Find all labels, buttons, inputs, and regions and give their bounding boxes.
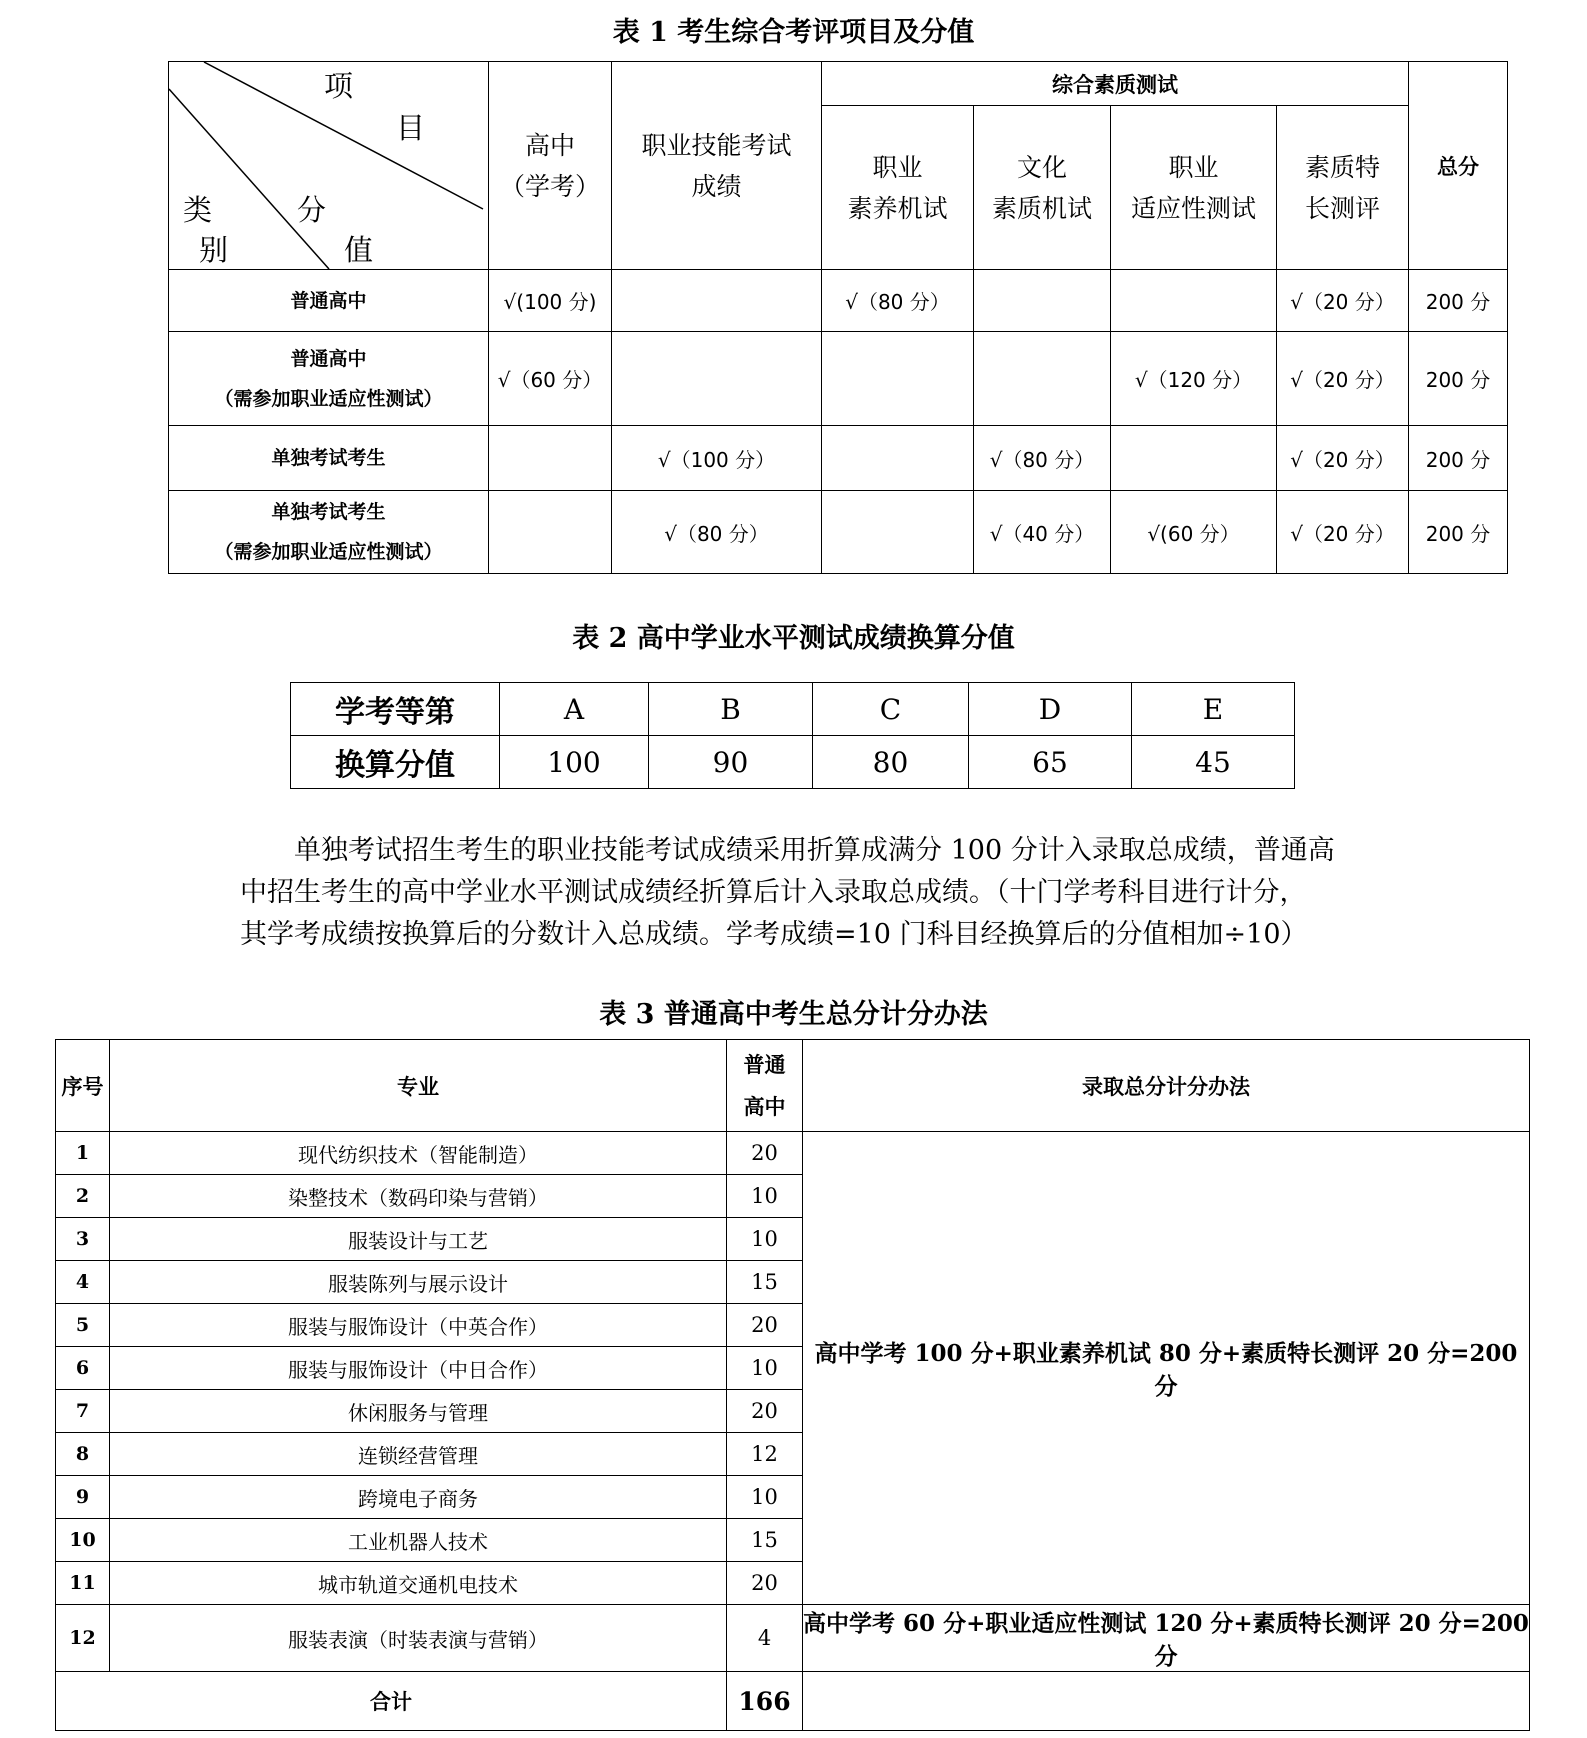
cell [489, 426, 612, 491]
cell: 200 分 [1409, 332, 1508, 426]
score-cell: 65 [969, 736, 1132, 789]
score-cell: 90 [649, 736, 813, 789]
cell: √（100 分） [612, 426, 822, 491]
score-cell: 80 [813, 736, 969, 789]
table-row: 11 城市轨道交通机电技术 20 [56, 1562, 1530, 1605]
row-category: 普通高中 （需参加职业适应性测试） [169, 332, 489, 426]
corner-label-xiang: 项 [324, 69, 354, 103]
score-cell: 100 [500, 736, 649, 789]
cell [974, 270, 1111, 332]
cell: √（60 分） [489, 332, 612, 426]
grade-cell: B [649, 683, 813, 736]
cell: √（20 分） [1277, 270, 1409, 332]
table1-caption: 表 1 考生综合考评项目及分值 [612, 17, 975, 48]
grade-cell: D [969, 683, 1132, 736]
method-merged-cell: 高中学考 100 分+职业素养机试 80 分+素质特长测评 20 分=200 分 [803, 1132, 1530, 1605]
total-label: 合计 [56, 1672, 727, 1731]
cell [974, 332, 1111, 426]
diagonal-header-cell [169, 62, 489, 270]
cell [822, 426, 974, 491]
cell: √(100 分) [489, 270, 612, 332]
cell: 200 分 [1409, 270, 1508, 332]
empty-cell [803, 1672, 1530, 1731]
corner-label-zhi: 值 [344, 233, 374, 267]
corner-label-lei: 类 [183, 193, 213, 227]
corner-label-mu: 目 [396, 111, 426, 145]
table3-caption: 表 3 普通高中考生总分计分办法 [599, 999, 988, 1030]
header-s3: 职业 适应性测试 [1111, 106, 1277, 270]
cell: √（80 分） [822, 270, 974, 332]
corner-label-fen: 分 [297, 193, 327, 227]
header-no: 序号 [56, 1040, 110, 1132]
explanation-paragraph: 单独考试招生考生的职业技能考试成绩采用折算成满分 100 分计入录取总成绩，普通高 中招生考生的高中学业水平测试成绩经折算后计入录取总成绩。（十门学考科目进行计分， 其学考成绩按换算后的分数计入总成绩。学考成绩=10 门科目经换算后的分值相加÷10） [240, 835, 1335, 950]
header-total: 总分 [1409, 62, 1508, 270]
header-method: 录取总分计分办法 [803, 1040, 1530, 1132]
table-row [169, 491, 1508, 574]
cell: √(60 分） [1111, 491, 1277, 574]
table-row: 9 跨境电子商务 10 [56, 1476, 1530, 1519]
table-row: 4 服装陈列与展示设计 15 [56, 1261, 1530, 1304]
table1-scoring-items [168, 61, 1508, 574]
header-comprehensive-group: 综合素质测试 [822, 62, 1409, 106]
table-row [169, 270, 1508, 332]
cell: √（20 分） [1277, 491, 1409, 574]
table-row: 3 服装设计与工艺 10 [56, 1218, 1530, 1261]
table-row [169, 332, 1508, 426]
corner-label-bie: 别 [199, 233, 229, 267]
header-major: 专业 [110, 1040, 727, 1132]
cell: √（120 分） [1111, 332, 1277, 426]
cell: √（80 分） [974, 426, 1111, 491]
table-row: 7 休闲服务与管理 20 [56, 1390, 1530, 1433]
table-row: 1 现代纺织技术（智能制造） 20 高中学考 100 分+职业素养机试 80 分+素质特长测评 20 分=200 分 [56, 1132, 1530, 1175]
grade-cell: A [500, 683, 649, 736]
table3-total-score-method [55, 1039, 1530, 1731]
table2-grade-conversion [290, 682, 1295, 789]
cell [822, 332, 974, 426]
cell: 200 分 [1409, 426, 1508, 491]
total-value: 166 [727, 1672, 803, 1731]
table2-caption: 表 2 高中学业水平测试成绩换算分值 [572, 623, 1015, 654]
table-row: 8 连锁经营管理 12 [56, 1433, 1530, 1476]
cell: √（80 分） [612, 491, 822, 574]
cell [612, 332, 822, 426]
header-putong-gaozhong: 普通 高中 [727, 1040, 803, 1132]
cell [612, 270, 822, 332]
cell [822, 491, 974, 574]
header-s1: 职业 素养机试 [822, 106, 974, 270]
table-total-row [56, 1672, 1530, 1731]
score-cell: 45 [1132, 736, 1295, 789]
cell [1111, 426, 1277, 491]
cell: 200 分 [1409, 491, 1508, 574]
header-s2: 文化 素质机试 [974, 106, 1111, 270]
row-category: 普通高中 [169, 270, 489, 332]
header-s4: 素质特 长测评 [1277, 106, 1409, 270]
table-row [291, 736, 1295, 789]
header-gaozhong: 高中 （学考） [489, 62, 612, 270]
table-row: 6 服装与服饰设计（中日合作） 10 [56, 1347, 1530, 1390]
cell [489, 491, 612, 574]
table-row: 10 工业机器人技术 15 [56, 1519, 1530, 1562]
grade-cell: E [1132, 683, 1295, 736]
cell: √（40 分） [974, 491, 1111, 574]
score-row-label: 换算分值 [291, 736, 500, 789]
cell [1111, 270, 1277, 332]
grade-row-label: 学考等第 [291, 683, 500, 736]
grade-cell: C [813, 683, 969, 736]
table-row: 12 服装表演（时装表演与营销） 4 高中学考 60 分+职业适应性测试 120 分+素质特长测评 20 分=200 分 [56, 1605, 1530, 1672]
table-row: 2 染整技术（数码印染与营销） 10 [56, 1175, 1530, 1218]
cell: √（20 分） [1277, 426, 1409, 491]
cell: √（20 分） [1277, 332, 1409, 426]
header-vocational-skill: 职业技能考试 成绩 [612, 62, 822, 270]
method-cell: 高中学考 60 分+职业适应性测试 120 分+素质特长测评 20 分=200 分 [803, 1605, 1530, 1672]
table-row [291, 683, 1295, 736]
row-category: 单独考试考生 [169, 426, 489, 491]
table-row [169, 426, 1508, 491]
row-category: 单独考试考生 （需参加职业适应性测试） [169, 491, 489, 574]
table-row: 5 服装与服饰设计（中英合作） 20 [56, 1304, 1530, 1347]
